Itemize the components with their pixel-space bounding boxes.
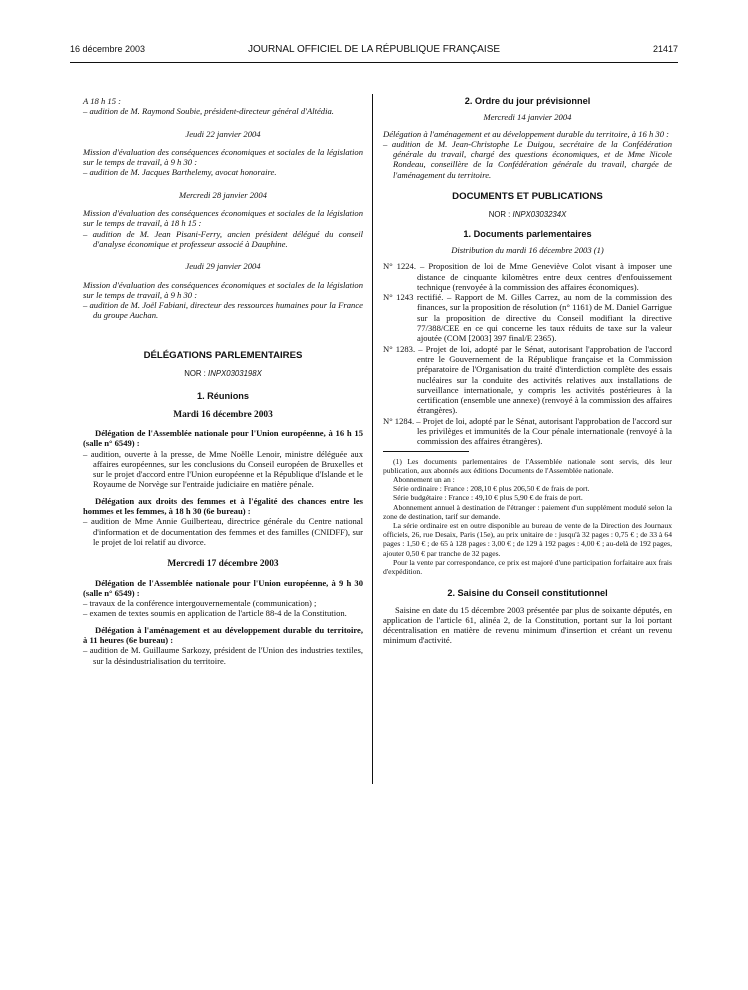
saisine-text: Saisine en date du 15 décembre 2003 présentée par plus de soixante députés, en application de l'article 61, alinéa 2, de la Constitution, portant sur la loi portant décentralisation en matière de revenu minimum d'insertion et créant un revenu minimum d'activité. xyxy=(383,604,672,646)
mission-heading: Mission d'évaluation des conséquences économiques et sociales de la législation sur le temps de travail, à 9 h 30 : xyxy=(83,146,363,168)
header-date: 16 décembre 2003 xyxy=(70,44,146,54)
nor-reference xyxy=(83,369,363,379)
footnote-text: Abonnement un an : xyxy=(393,475,455,485)
document-item xyxy=(383,292,672,343)
audition-item: – audition de Mme Annie Guilberteau, directrice générale du Centre national d'information et de documentation des femmes et des familles (CNIDFF), sur le projet de loi relatif au divorce. xyxy=(83,516,363,547)
footnote-text: La série ordinaire est en outre disponible au bureau de vente de la Direction des Journaux officiels, 26, rue Desaix, Paris (15e), au prix unitaire de : jusqu'à 32 pages : 0,75 € ; de 33 à 64 pages : 1,50 € ; de 65 à 128 pages : 3,00 € ; de 129 à 192 pages : 4,00 € ; au-delà de 192 pages, ajouter 0,50 € par tranche de 32 pages. xyxy=(383,521,672,558)
footnote-text: Abonnement annuel à destination de l'étranger : paiement d'un supplément modulé selon la zone de destination, tarif sur demande. xyxy=(383,502,672,521)
audition-item: – audition de M. Jacques Barthelemy, avocat honoraire. xyxy=(83,167,277,178)
nor-code: INPX0303198X xyxy=(208,369,262,379)
footnote-text: Série budgétaire : France : 49,10 € plus 5,90 € de frais de port. xyxy=(393,493,583,503)
nor-label: NOR : xyxy=(184,369,206,379)
document-item xyxy=(383,261,672,292)
mission-heading: Mission d'évaluation des conséquences économiques et sociales de la législation sur le temps de travail, à 9 h 30 : xyxy=(83,279,363,300)
document-item xyxy=(383,344,672,416)
document-number: N° 1283. xyxy=(383,343,416,354)
footnote-text: Pour la vente par correspondance, ce prix est majoré d'une participation forfaitaire aux frais d'expédition. xyxy=(383,557,672,577)
agenda-item: – travaux de la conférence intergouvernementale (communication) ; xyxy=(83,598,317,609)
audition-item: – audition de M. Raymond Soubie, président-directeur général d'Altédia. xyxy=(83,106,334,117)
audition-item: – audition de M. Jean-Christophe Le Duigou, secrétaire de la Confédération générale du travail, chargé des questions économiques, et de Mme Nicole Rondeau, conseillère de la Confédération générale du travail, chargée de l'aménagement du territoire. xyxy=(383,138,672,180)
document-list xyxy=(383,261,672,446)
subsection-title: 2. Ordre du jour prévisionnel xyxy=(464,96,591,106)
document-text: – Projet de loi, adopté par le Sénat, autorisant l'approbation de l'accord entre le Gouvernement de la République française et la Commission préparatoire de l'Organisation du traité d'interdiction complète des essais nucléaires sur la conduite des activités relatives aux installations de surveillance internationale, y compris les activités postérieures à la certification (ensemble une annexe) (renvoyé à la commission des affaires étrangères). xyxy=(417,343,672,416)
document-number: N° 1243 rectifié. xyxy=(383,292,444,303)
document-number: N° 1284. xyxy=(383,415,415,426)
document-number: N° 1224. xyxy=(383,261,417,272)
delegation-heading: Délégation de l'Assemblée nationale pour l'Union européenne, à 16 h 15 (salle n° 6549) : xyxy=(83,427,363,449)
header-journal-title: JOURNAL OFFICIEL DE LA RÉPUBLIQUE FRANÇAISE xyxy=(247,44,501,55)
right-column xyxy=(383,96,672,646)
delegation-heading: Délégation de l'Assemblée nationale pour l'Union européenne, à 9 h 30 (salle n° 6549) : xyxy=(83,577,363,598)
footnote-text: (1) Les documents parlementaires de l'Assemblée nationale sont servis, dès leur publication, aux abonnés aux éditions Documents de l'Assemblée nationale. xyxy=(383,456,672,475)
delegation-heading: Délégation aux droits des femmes et à l'égalité des chances entre les hommes et les femmes, à 18 h 30 (6e bureau) : xyxy=(83,495,363,517)
subsection-title: 1. Documents parlementaires xyxy=(463,228,592,239)
document-item xyxy=(383,416,672,447)
header-page-number: 21417 xyxy=(652,44,678,54)
document-text: – Rapport de M. Gilles Carrez, au nom de la commission des finances, sur la proposition de résolution (n° 1161) de M. Daniel Garrigue sur la proposition de directive du Conseil modifiant la directive 77/388/CEE en ce qui concerne les taux réduits de taxe sur la valeur ajoutée (COM [2003] 397 final/E 2365). xyxy=(417,292,672,344)
nor-code: INPX0303234X xyxy=(512,210,567,220)
session-date: Jeudi 29 janvier 2004 xyxy=(185,261,261,272)
footnote-rule xyxy=(383,451,469,452)
session-date: Mercredi 28 janvier 2004 xyxy=(179,189,267,200)
audition-item: – audition de M. Guillaume Sarkozy, président de l'Union des industries textiles, sur la désindustrialisation du territoire. xyxy=(83,645,363,666)
audition-item: – audition de M. Jean Pisani-Ferry, ancien président délégué du conseil d'analyse économique et professeur associé à Dauphine. xyxy=(83,228,363,249)
header-rule xyxy=(70,62,678,63)
session-date: Mercredi 14 janvier 2004 xyxy=(483,112,572,123)
document-text: – Proposition de loi de Mme Geneviève Colot visant à imposer une distance de cinquante kilomètres entre deux centres d'enfouissement technique (renvoyée à la commission des affaires économiques). xyxy=(417,261,672,292)
delegation-heading: Délégation à l'aménagement et au développement durable du territoire, à 11 heures (6e bureau) : xyxy=(83,624,363,645)
section-title: DÉLÉGATIONS PARLEMENTAIRES xyxy=(143,349,303,361)
section-title: DOCUMENTS ET PUBLICATIONS xyxy=(452,191,603,203)
agenda-item: – examen de textes soumis en application de l'article 88-4 de la Constitution. xyxy=(83,608,347,619)
session-time: A 18 h 15 : xyxy=(83,96,122,106)
day-heading: Mardi 16 décembre 2003 xyxy=(173,409,273,420)
subsection-title: 1. Réunions xyxy=(196,391,250,402)
footnote xyxy=(383,457,672,577)
delegation-heading: Délégation à l'aménagement et au développement durable du territoire, à 16 h 30 : xyxy=(383,128,670,139)
column-divider xyxy=(372,94,373,784)
footnote-text: Série ordinaire : France : 208,10 € plus 206,50 € de frais de port. xyxy=(393,484,590,494)
page-header xyxy=(70,44,678,62)
subsection-title: 2. Saisine du Conseil constitutionnel xyxy=(447,588,608,599)
nor-label: NOR : xyxy=(488,210,511,220)
mission-heading: Mission d'évaluation des conséquences économiques et sociales de la législation sur le temps de travail, à 18 h 15 : xyxy=(83,208,363,229)
left-column xyxy=(83,96,363,666)
nor-reference xyxy=(383,210,672,220)
audition-item: – audition de M. Joël Fabiani, directeur des ressources humaines pour la France du groupe Auchan. xyxy=(83,300,363,321)
day-heading: Mercredi 17 décembre 2003 xyxy=(167,559,279,570)
document-text: – Projet de loi, adopté par le Sénat, autorisant l'approbation de l'accord sur les privilèges et immunités de la Cour pénale internationale (renvoyé à la commission des affaires étrangères). xyxy=(416,415,672,447)
session-date: Jeudi 22 janvier 2004 xyxy=(185,128,261,139)
audition-item: – audition, ouverte à la presse, de Mme Noëlle Lenoir, ministre déléguée aux affaires européennes, sur les conclusions du Conseil européen de Bruxelles et sur le projet d'accord entre l'Union européenne et la République d'Islande et le Royaume de Norvège sur l'entraide judiciaire en matière pénale. xyxy=(83,448,363,490)
distribution-date: Distribution du mardi 16 décembre 2003 (1) xyxy=(451,244,604,255)
